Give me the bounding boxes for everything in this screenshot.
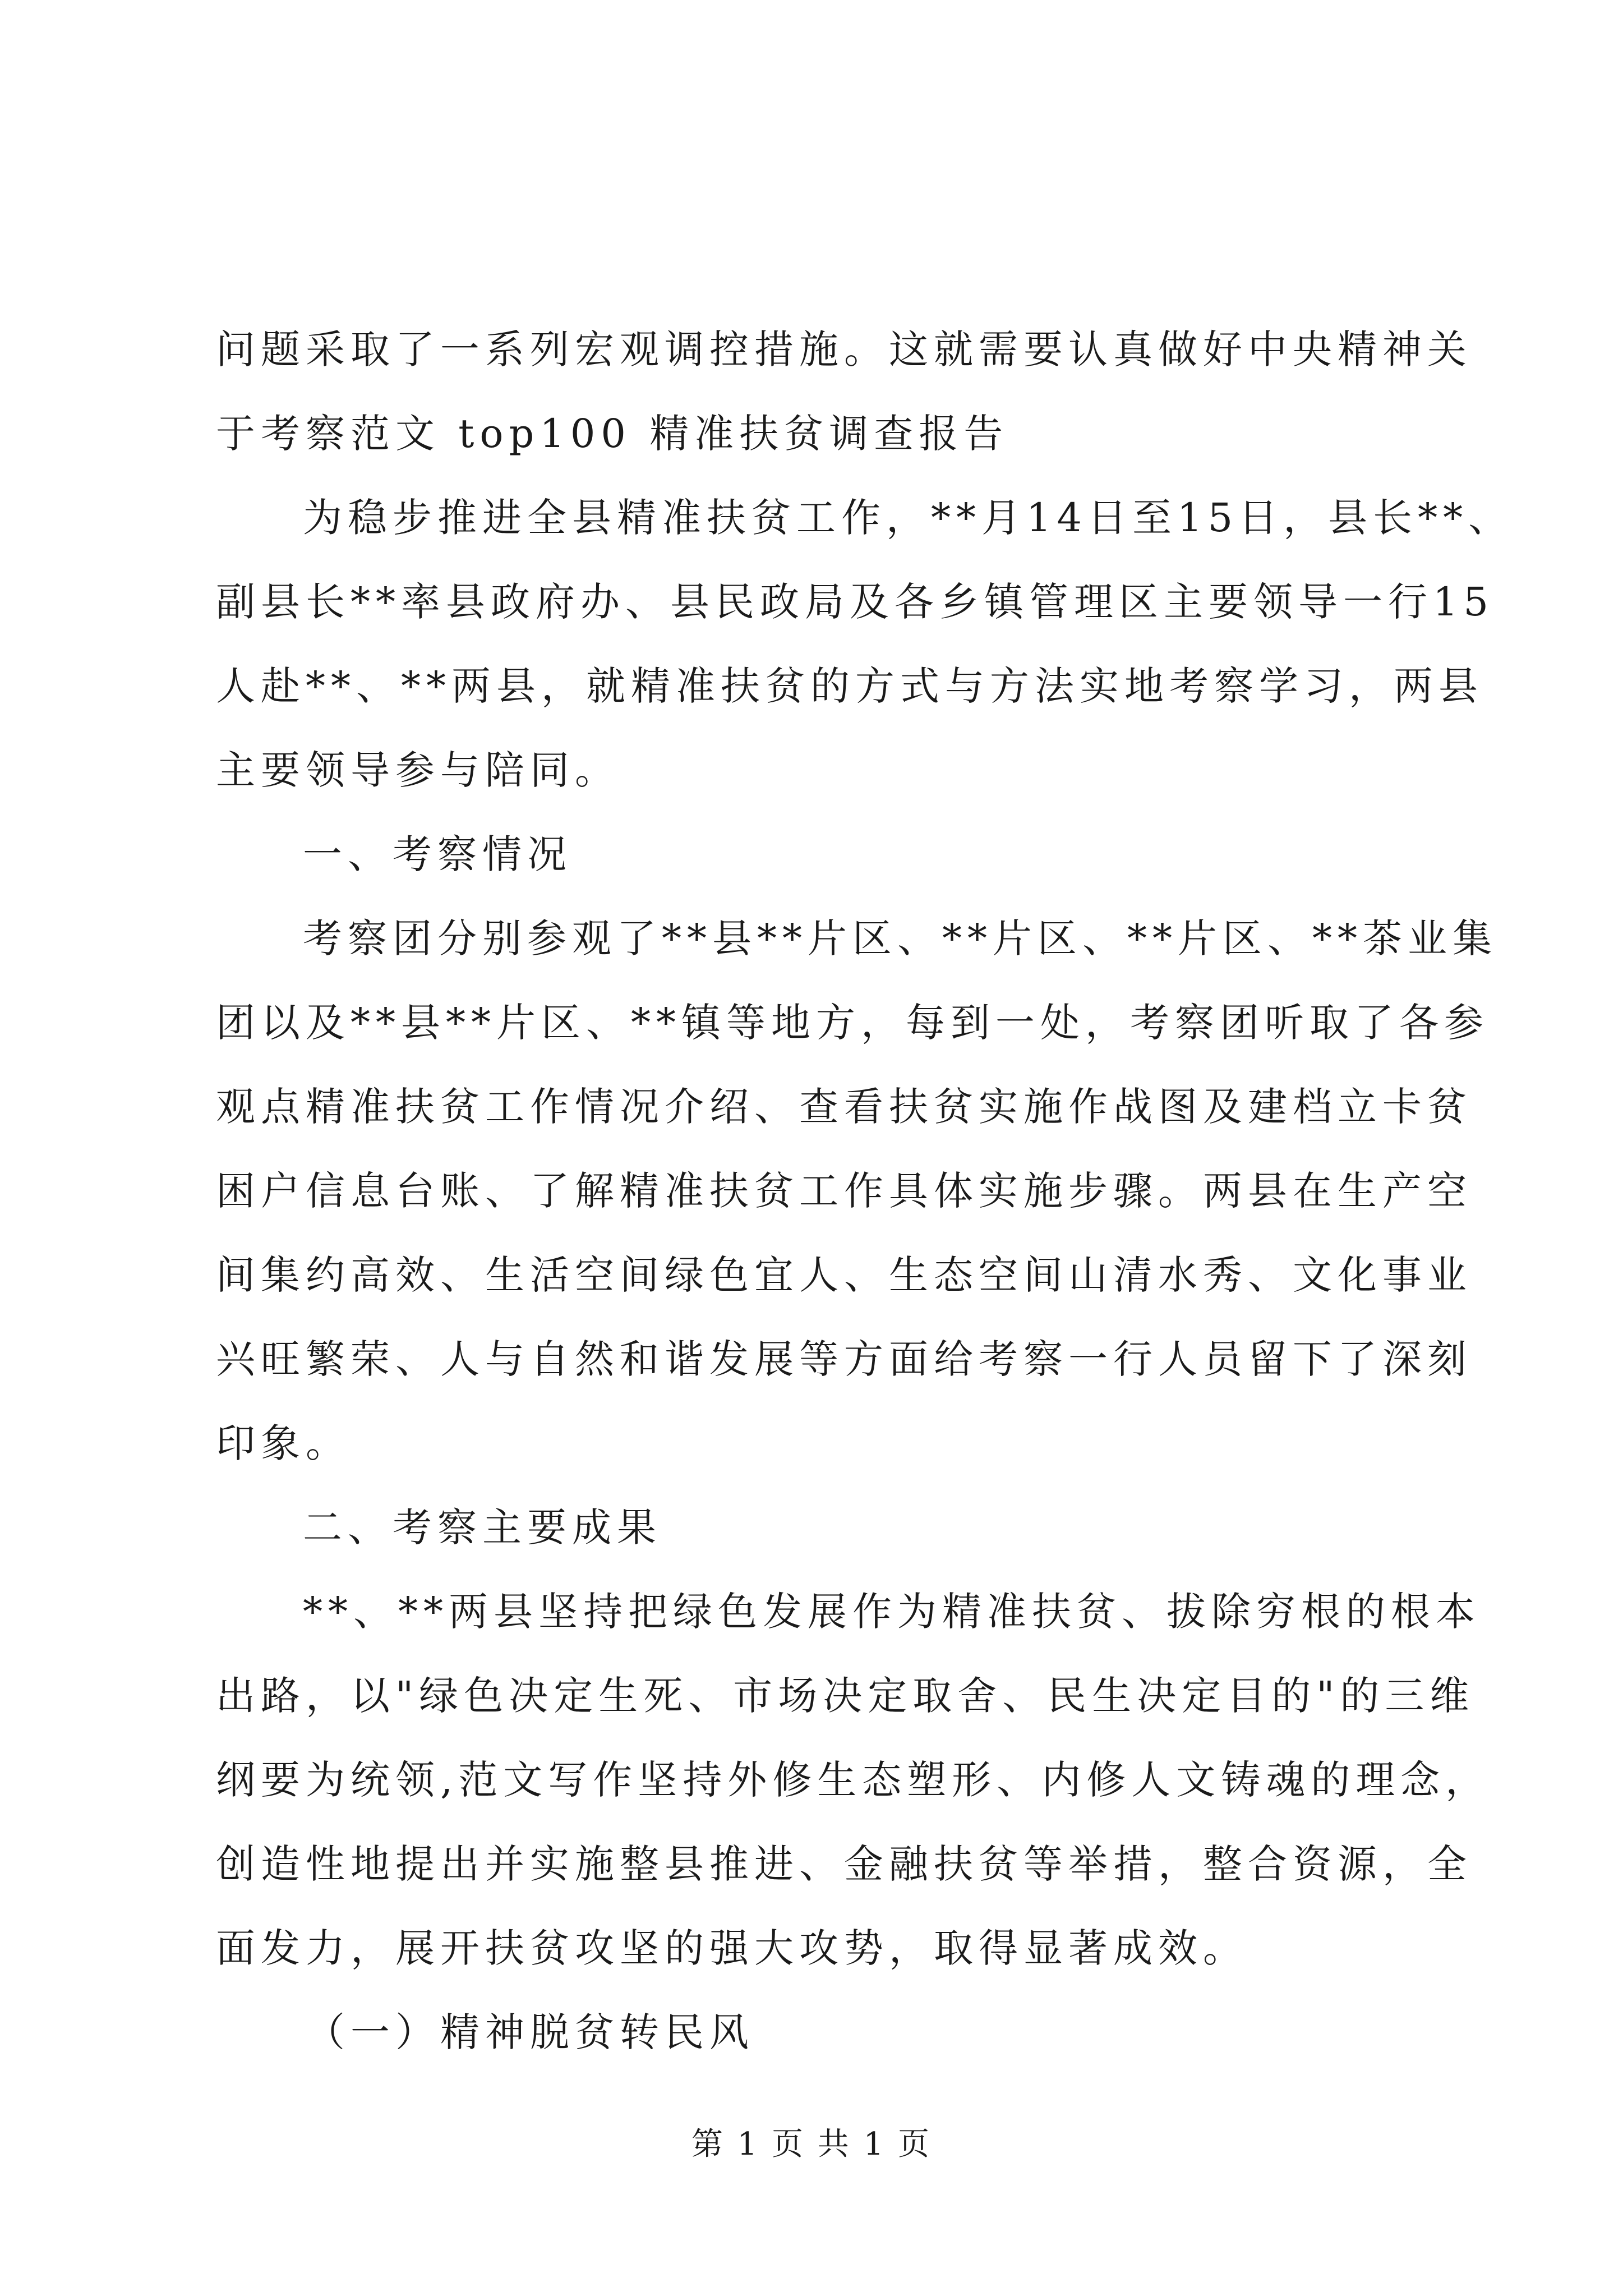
page-number-footer: 第 1 页 共 1 页	[691, 2126, 932, 2162]
text-line: 主要领导参与陪同。	[216, 747, 620, 793]
section-heading: 一、考察情况	[303, 831, 572, 877]
text-line: 创造性地提出并实施整县推进、金融扶贫等举措，整合资源，全	[216, 1841, 1472, 1887]
text-line: 人赴**、**两县，就精准扶贫的方式与方法实地考察学习，两县	[216, 663, 1483, 709]
paragraph-start-line: **、**两县坚持把绿色发展作为精准扶贫、拔除穷根的根本	[303, 1589, 1481, 1635]
text-line: 面发力，展开扶贫攻坚的强大攻势，取得显著成效。	[216, 1925, 1248, 1971]
text-line: 间集约高效、生活空间绿色宜人、生态空间山清水秀、文化事业	[216, 1252, 1472, 1298]
text-line: 副县长**率县政府办、县民政局及各乡镇管理区主要领导一行15	[216, 579, 1495, 625]
text-line: 纲要为统领,范文写作坚持外修生态塑形、内修人文铸魂的理念，	[216, 1757, 1491, 1803]
paragraph-start-line: 为稳步推进全县精准扶贫工作，**月14日至15日，县长**、	[303, 495, 1514, 541]
text-line: 困户信息台账、了解精准扶贫工作具体实施步骤。两县在生产空	[216, 1168, 1472, 1214]
text-line: 出路，以"绿色决定生死、市场决定取舍、民生决定目的"的三维	[216, 1673, 1475, 1719]
text-line: 团以及**县**片区、**镇等地方，每到一处，考察团听取了各参	[216, 1000, 1489, 1046]
text-line: 观点精准扶贫工作情况介绍、查看扶贫实施作战图及建档立卡贫	[216, 1084, 1472, 1130]
text-line: 于考察范文 top100 精准扶贫调查报告	[216, 411, 1009, 457]
text-line: 问题采取了一系列宏观调控措施。这就需要认真做好中央精神关	[216, 326, 1472, 372]
document-body	[216, 307, 1514, 2074]
paragraph-start-line: 考察团分别参观了**县**片区、**片区、**片区、**茶业集	[303, 915, 1497, 961]
section-heading: 二、考察主要成果	[303, 1504, 662, 1550]
text-line: 兴旺繁荣、人与自然和谐发展等方面给考察一行人员留下了深刻	[216, 1336, 1472, 1382]
subsection-heading: （一）精神脱贫转民风	[306, 2009, 754, 2055]
text-line: 印象。	[216, 1420, 351, 1466]
